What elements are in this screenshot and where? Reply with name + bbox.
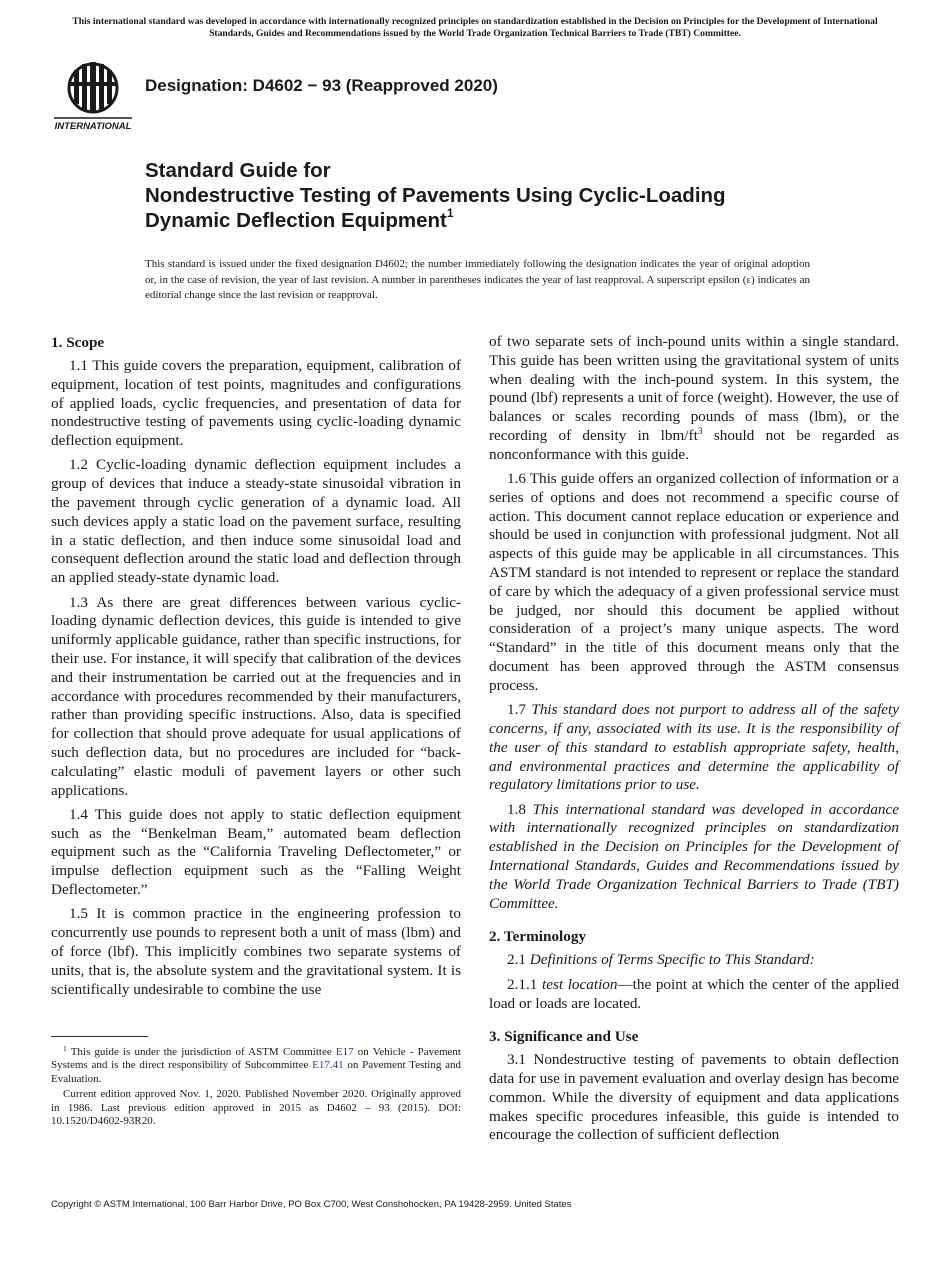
paragraph-1-8: 1.8 This international standard was developed in accordance with internationally recognized principles on standardization established in the Decision on Principles for the Development of International Standards, Guides and Recommendations issued by the World Trade Organization Technical Barriers to Trade (TBT) Committee. <box>489 800 899 912</box>
designation: Designation: D4602 − 93 (Reapproved 2020) <box>145 76 498 95</box>
section-heading-terminology: 2. Terminology <box>489 928 587 946</box>
footnote-1: $^1$ This guide is under the jurisdiction of ASTM Committee E17 on Vehicle - Pavement Systems and is the direct responsibility of Subcommittee E17.41 on Pavement Testing and Evaluation. <box>51 1044 461 1085</box>
copyright-footer: Copyright © ASTM International, 100 Barr Harbor Drive, PO Box C700, West Conshohocken, PA 19428-2959. United States <box>51 1199 572 1210</box>
link-e17[interactable]: E17 <box>335 1046 354 1058</box>
paragraph-1-1: 1.1 This guide covers the preparation, equipment, calibration of equipment, location of test points, magnitudes and configurations of applied loads, cyclic frequencies, and presentation of data for nondestructive testing of pavements using cyclic-loading dynamic deflection equipment. <box>51 357 461 450</box>
title-line-1: Standard Guide for <box>145 159 331 182</box>
paragraph-1-7: 1.7 This standard does not purport to address all of the safety concerns, if any, associated with its use. It is the responsibility of the user of this standard to establish appropriate safety, health, and environmental practices and determine the applicability of regulatory limitations prior to use. <box>489 701 900 794</box>
title-line-3: Dynamic Deflection Equipment$^1$ <box>145 206 454 232</box>
paragraph-1-3: 1.3 As there are great differences between various cyclic-loading dynamic deflection devices, this guide is intended to give uniformly applicable guidance, rather than specific instructions, for their use. For instance, it will specify that calibration of the devices and their instrumentation be carried out at the frequencies and in accordance with procedures recommended by their manufacturers, rather than providing specific instructions. Also, data is specified for collection that should prove adequate for usual applications of such deflection data, but no procedures are included for “back-calculating” elastic moduli of pavement layers or other such applications. <box>51 593 461 799</box>
paragraph-3-1: 3.1 Nondestructive testing of pavements to obtain deflection data for use in pavement evaluation and overlay design has become common. While the diversity of equipment and data applications makes specific procedures infeasible, this guide is intended to encourage the collection of sufficient deflection <box>489 1051 899 1144</box>
right-column <box>489 333 899 1151</box>
document-title <box>145 158 865 233</box>
title-footnote-ref[interactable]: 1 <box>446 206 454 220</box>
link-e17-41[interactable]: E17.41 <box>312 1059 344 1072</box>
paragraph-1-5: 1.5 It is common practice in the engineering profession to concurrently use pounds to represent both a unit of mass (lbm) and of force (lbf). This implicitly combines two separate systems of units, that is, the absolute system and the gravitational system. It is scientifically undesirable to combine the use <box>51 905 461 998</box>
issuance-note: This standard is issued under the fixed designation D4602; the number immediately following the designation indicates the year of original adoption or, in the case of revision, the year of last revision. A number in parentheses indicates the year of last reapproval. A superscript epsilon (ε) indicates an editorial change since the last revision or reapproval. <box>145 258 810 302</box>
section-heading-significance: 3. Significance and Use <box>489 1028 639 1046</box>
paragraph-2-1: 2.1 Definitions of Terms Specific to This Standard: <box>507 951 815 969</box>
paragraph-1-5-continued: of two separate sets of inch-pound units within a single standard. This guide has been written using the gravitational system of units when dealing with the inch-pound system. In this system, the pound (lbf) represents a unit of force (weight). However, the use of balances or scales recording pounds of mass (lbm), or the recording of density in lbm/$ft^3$ should not be regarded as nonconformance with this guide. <box>489 333 899 463</box>
standard-notice: This international standard was developed in accordance with internationally recognized principles on standardization established in the Decision on Principles for the Development of International Standards, Guides and Recommendations issued by the World Trade Organization Technical Barriers to Trade (TBT) Committee. <box>72 16 878 39</box>
section-heading-scope: 1. Scope <box>51 334 105 351</box>
paragraph-1-6: 1.6 This guide offers an organized collection of information or a series of options and does not recommend a specific course of action. This document cannot replace education or experience and should be used in conjunction with professional judgment. Not all aspects of this guide may be applicable in all circumstances. This ASTM standard is not intended to represent or replace the standard of care by which the adequacy of a given professional service must be judged, nor should this document be applied without consideration of a project’s many unique aspects. The word “Standard” in the title of this document means only that the document has been approved through the ASTM consensus process. <box>489 470 899 694</box>
astm-logo-icon <box>52 56 134 132</box>
astm-logo <box>52 56 134 132</box>
paragraph-2-1-1: 2.1.1 test location—the point at which the center of the applied load or loads are located. <box>489 975 899 1012</box>
logo-wordmark: INTERNATIONAL <box>54 121 132 132</box>
title-line-2: Nondestructive Testing of Pavements Using Cyclic-Loading <box>145 184 726 207</box>
footnote-divider <box>51 1036 148 1037</box>
paragraph-1-4: 1.4 This guide does not apply to static deflection equipment such as the “Benkelman Beam,” automated beam deflection equipment such as the “California Traveling Deflectometer,” or impulse deflection equipment such as the “Falling Weight Deflectometer.” <box>51 805 461 899</box>
left-column <box>51 333 461 1005</box>
paragraph-1-2: 1.2 Cyclic-loading dynamic deflection equipment includes a group of devices that induce a steady-state sinusoidal vibration in the pavement through cyclic generation of a dynamic load. All such devices apply a static load on the pavement surface, resulting in a static deflection, and then induce some sinusoidal load and consequent deflection around the static load and deflection through an applied steady-state dynamic load. <box>51 456 461 587</box>
footnote-edition: Current edition approved Nov. 1, 2020. Published November 2020. Originally approved in 1986. Last previous edition approved in 2015 as D4602 – 93 (2015). DOI: 10.1520/D4602-93R20. <box>51 1088 461 1127</box>
footnotes <box>51 1046 461 1131</box>
